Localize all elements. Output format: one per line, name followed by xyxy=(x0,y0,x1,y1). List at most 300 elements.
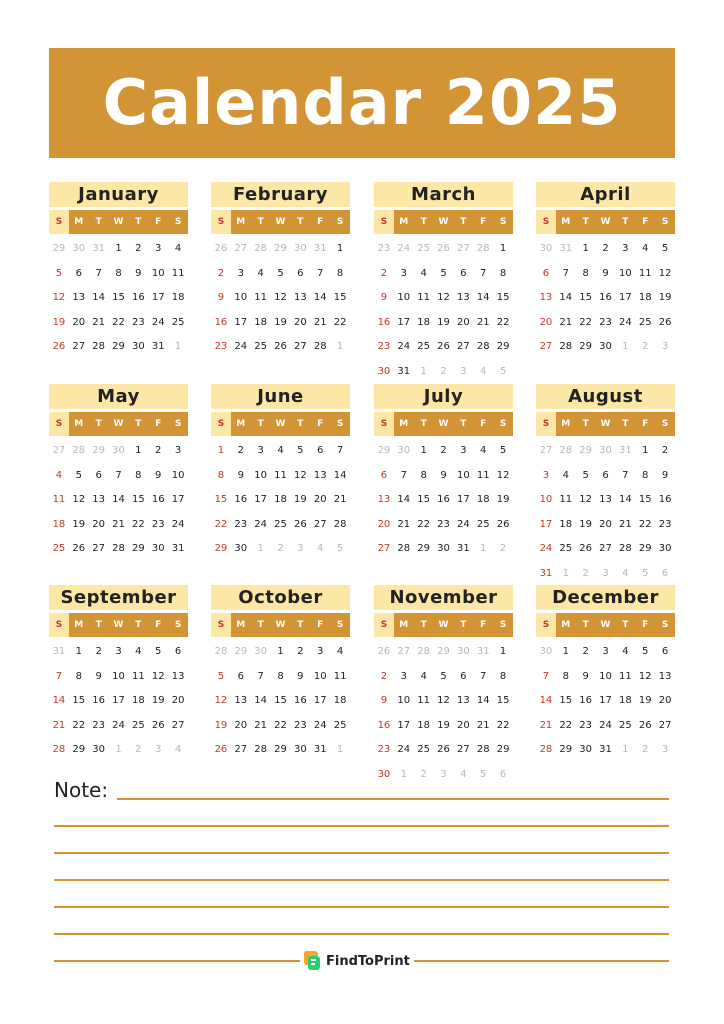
weekday-label: S xyxy=(49,412,69,436)
day-cell: 25 xyxy=(333,719,347,731)
day-grid xyxy=(49,640,188,763)
day-cell: 24 xyxy=(619,316,632,328)
weekday-label: T xyxy=(453,412,473,436)
week-row xyxy=(211,262,350,287)
day-cell: 26 xyxy=(437,341,450,352)
day-cell: 14 xyxy=(92,292,106,303)
day-cell: 6 xyxy=(174,646,182,657)
day-cell: 14 xyxy=(476,695,490,706)
day-cell: 19 xyxy=(496,494,510,505)
day-cell: 24 xyxy=(599,719,612,731)
weekday-label: S xyxy=(655,210,675,234)
week-row xyxy=(211,286,350,311)
week-row xyxy=(374,311,513,336)
day-cell: 11 xyxy=(333,670,347,682)
day-cell: 17 xyxy=(313,695,327,706)
weekday-label: S xyxy=(330,412,350,436)
day-cell: 14 xyxy=(112,494,125,505)
day-cell: 3 xyxy=(155,243,162,254)
day-cell-other-month: 4 xyxy=(480,365,487,377)
weekday-label: W xyxy=(596,412,616,436)
day-cell: 2 xyxy=(380,267,388,279)
week-row xyxy=(49,311,188,336)
day-grid xyxy=(536,640,675,763)
weekday-label: F xyxy=(148,210,168,234)
weekday-label: T xyxy=(453,613,473,637)
day-cell: 15 xyxy=(559,695,573,706)
day-cell: 13 xyxy=(457,292,470,303)
day-cell: 12 xyxy=(437,292,450,303)
day-cell: 8 xyxy=(75,670,82,682)
day-cell-other-month: 2 xyxy=(420,768,427,780)
day-cell: 15 xyxy=(214,494,228,505)
day-cell: 30 xyxy=(151,543,165,554)
day-grid xyxy=(49,237,188,360)
day-cell: 18 xyxy=(132,695,145,706)
day-cell: 10 xyxy=(254,469,268,481)
day-cell: 22 xyxy=(132,518,145,530)
weekday-label: S xyxy=(330,613,350,637)
day-cell: 25 xyxy=(417,341,431,352)
note-line xyxy=(54,852,669,854)
day-cell-other-month: 31 xyxy=(52,646,66,657)
day-cell: 16 xyxy=(658,494,672,505)
day-cell: 25 xyxy=(171,316,185,328)
day-grid xyxy=(211,439,350,562)
day-cell: 25 xyxy=(476,518,490,530)
day-cell: 9 xyxy=(380,695,388,706)
day-cell: 8 xyxy=(420,469,427,481)
day-cell: 10 xyxy=(397,292,411,303)
day-cell: 5 xyxy=(55,267,63,279)
day-cell-other-month: 1 xyxy=(622,341,629,352)
week-row xyxy=(536,262,675,287)
day-cell: 16 xyxy=(294,695,307,706)
day-cell: 16 xyxy=(437,494,450,505)
month-name: May xyxy=(49,384,188,409)
week-row xyxy=(211,689,350,714)
day-cell: 21 xyxy=(476,316,490,328)
day-cell-other-month: 30 xyxy=(457,646,470,657)
weekday-label: W xyxy=(271,210,291,234)
weekday-label: S xyxy=(493,613,513,637)
week-row xyxy=(211,335,350,360)
day-cell-other-month: 30 xyxy=(397,445,411,456)
month-april xyxy=(536,182,675,360)
day-cell-other-month: 23 xyxy=(377,243,391,254)
day-cell-other-month: 1 xyxy=(622,744,629,755)
week-row xyxy=(49,335,188,360)
day-cell: 24 xyxy=(397,341,411,352)
day-cell: 1 xyxy=(420,445,427,456)
day-cell: 6 xyxy=(661,646,669,657)
day-cell: 22 xyxy=(333,316,347,328)
weekday-label: S xyxy=(211,210,231,234)
day-cell: 17 xyxy=(539,518,553,530)
week-row xyxy=(211,464,350,489)
day-cell: 8 xyxy=(115,267,122,279)
month-september xyxy=(49,585,188,763)
day-cell: 22 xyxy=(274,719,287,731)
day-cell-other-month: 29 xyxy=(92,445,106,456)
day-cell: 23 xyxy=(579,719,593,731)
day-cell: 23 xyxy=(214,341,228,352)
day-cell: 8 xyxy=(217,469,225,481)
day-cell-other-month: 25 xyxy=(417,243,431,254)
note-line xyxy=(54,879,669,881)
day-cell: 7 xyxy=(55,670,63,682)
day-cell: 26 xyxy=(638,719,652,731)
weekday-label: W xyxy=(596,613,616,637)
day-cell: 11 xyxy=(52,494,66,505)
day-cell-other-month: 4 xyxy=(174,744,182,755)
day-cell: 12 xyxy=(151,670,165,682)
day-cell: 29 xyxy=(112,341,125,352)
day-cell: 11 xyxy=(171,267,185,279)
day-cell-other-month: 1 xyxy=(420,365,427,377)
day-cell: 28 xyxy=(313,341,327,352)
weekday-header xyxy=(211,210,350,234)
day-cell: 20 xyxy=(457,719,470,731)
brand-name: FindToPrint xyxy=(326,953,410,969)
week-row xyxy=(49,689,188,714)
day-cell: 10 xyxy=(151,267,165,279)
day-cell: 12 xyxy=(437,695,450,706)
day-cell-other-month: 28 xyxy=(254,243,268,254)
day-cell: 14 xyxy=(397,494,411,505)
weekday-label: S xyxy=(168,210,188,234)
day-cell: 16 xyxy=(132,292,145,303)
day-cell: 23 xyxy=(437,518,450,530)
month-name: July xyxy=(374,384,513,409)
weekday-label: M xyxy=(394,613,414,637)
day-cell: 6 xyxy=(317,445,324,456)
day-cell: 4 xyxy=(174,243,182,254)
month-name: August xyxy=(536,384,675,409)
day-cell: 18 xyxy=(52,518,66,530)
day-cell: 20 xyxy=(599,518,612,530)
day-cell: 14 xyxy=(333,469,347,481)
day-cell-other-month: 29 xyxy=(274,243,287,254)
day-cell: 26 xyxy=(214,744,228,755)
day-cell: 18 xyxy=(274,494,287,505)
day-cell: 12 xyxy=(274,292,287,303)
week-row xyxy=(211,488,350,513)
day-cell-other-month: 1 xyxy=(115,744,122,755)
findtoprint-logo-icon xyxy=(304,951,322,971)
day-cell: 3 xyxy=(317,646,324,657)
day-cell: 5 xyxy=(277,267,284,279)
day-cell: 30 xyxy=(437,543,450,554)
day-cell: 11 xyxy=(638,267,652,279)
day-cell-other-month: 2 xyxy=(277,543,284,554)
day-cell: 16 xyxy=(377,719,391,731)
weekday-label: T xyxy=(290,210,310,234)
day-cell: 15 xyxy=(417,494,431,505)
day-cell: 29 xyxy=(214,543,228,554)
day-cell: 31 xyxy=(171,543,185,554)
day-cell: 4 xyxy=(420,670,427,682)
day-cell: 6 xyxy=(237,670,244,682)
day-cell: 25 xyxy=(254,341,268,352)
day-cell: 2 xyxy=(237,445,244,456)
day-cell: 8 xyxy=(499,670,507,682)
day-cell: 20 xyxy=(72,316,86,328)
day-cell-other-month: 31 xyxy=(559,243,573,254)
day-cell: 15 xyxy=(333,292,347,303)
day-cell: 13 xyxy=(294,292,307,303)
day-cell: 18 xyxy=(638,292,652,303)
weekday-label: F xyxy=(148,412,168,436)
day-cell: 28 xyxy=(476,744,490,755)
day-cell: 24 xyxy=(539,543,553,554)
weekday-label: T xyxy=(251,210,271,234)
day-cell: 27 xyxy=(171,719,185,731)
day-cell: 7 xyxy=(115,469,122,481)
day-cell: 8 xyxy=(642,469,649,481)
weekday-header xyxy=(49,210,188,234)
day-cell: 13 xyxy=(599,494,612,505)
day-cell: 12 xyxy=(214,695,228,706)
day-cell: 4 xyxy=(420,267,427,279)
month-name: January xyxy=(49,182,188,207)
week-row xyxy=(49,237,188,262)
day-cell: 7 xyxy=(480,267,487,279)
weekday-label: T xyxy=(290,412,310,436)
week-row xyxy=(211,640,350,665)
weekday-label: M xyxy=(231,412,251,436)
day-cell: 4 xyxy=(277,445,284,456)
day-cell: 9 xyxy=(297,670,304,682)
day-cell: 20 xyxy=(294,316,307,328)
day-cell-other-month: 28 xyxy=(417,646,431,657)
day-cell: 29 xyxy=(496,744,510,755)
weekday-header xyxy=(536,613,675,637)
week-row xyxy=(536,689,675,714)
weekday-label: M xyxy=(394,412,414,436)
note-line xyxy=(54,825,669,827)
weekday-label: T xyxy=(89,412,109,436)
day-cell: 21 xyxy=(559,316,573,328)
day-cell-other-month: 26 xyxy=(437,243,450,254)
month-name: February xyxy=(211,182,350,207)
day-cell: 19 xyxy=(437,316,450,328)
day-cell: 23 xyxy=(658,518,672,530)
weekday-label: S xyxy=(655,412,675,436)
weekday-label: T xyxy=(576,613,596,637)
weekday-label: F xyxy=(148,613,168,637)
day-cell: 24 xyxy=(151,316,165,328)
day-cell: 24 xyxy=(234,341,248,352)
month-name: November xyxy=(374,585,513,610)
week-row xyxy=(374,513,513,538)
week-row xyxy=(211,537,350,562)
day-cell: 21 xyxy=(539,719,553,731)
day-cell: 16 xyxy=(234,494,248,505)
day-cell: 2 xyxy=(380,670,388,682)
day-cell-other-month: 2 xyxy=(135,744,142,755)
day-cell: 25 xyxy=(132,719,145,731)
day-cell: 30 xyxy=(377,768,391,780)
day-grid xyxy=(536,237,675,360)
day-cell-other-month: 27 xyxy=(539,445,553,456)
note-line xyxy=(117,798,669,800)
day-cell: 12 xyxy=(638,670,652,682)
day-cell: 4 xyxy=(622,646,629,657)
weekday-label: T xyxy=(128,412,148,436)
day-cell: 9 xyxy=(380,292,388,303)
day-cell: 4 xyxy=(642,243,649,254)
week-row xyxy=(49,513,188,538)
day-cell: 5 xyxy=(297,445,304,456)
day-cell: 1 xyxy=(336,243,344,254)
day-cell: 15 xyxy=(496,695,510,706)
day-cell: 23 xyxy=(294,719,307,731)
day-cell: 19 xyxy=(72,518,86,530)
day-cell: 28 xyxy=(92,341,106,352)
day-cell: 3 xyxy=(400,670,407,682)
day-cell: 13 xyxy=(72,292,86,303)
week-row xyxy=(536,562,675,587)
day-cell-other-month: 5 xyxy=(642,567,649,579)
day-cell-other-month: 3 xyxy=(661,744,669,755)
day-cell: 8 xyxy=(499,267,507,279)
weekday-label: T xyxy=(128,613,148,637)
day-cell: 16 xyxy=(579,695,593,706)
day-cell-other-month: 1 xyxy=(174,341,182,352)
day-cell-other-month: 4 xyxy=(622,567,629,579)
day-cell: 3 xyxy=(174,445,182,456)
week-row xyxy=(374,689,513,714)
week-row xyxy=(49,286,188,311)
day-cell: 15 xyxy=(579,292,593,303)
day-cell: 8 xyxy=(135,469,142,481)
day-cell: 7 xyxy=(95,267,102,279)
day-cell: 19 xyxy=(52,316,66,328)
weekday-label: M xyxy=(231,613,251,637)
day-cell: 13 xyxy=(539,292,553,303)
day-cell: 6 xyxy=(542,267,550,279)
week-row xyxy=(374,237,513,262)
day-cell: 27 xyxy=(294,341,307,352)
day-cell: 9 xyxy=(135,267,142,279)
weekday-header xyxy=(211,613,350,637)
day-cell: 19 xyxy=(294,494,307,505)
day-cell: 29 xyxy=(638,543,652,554)
day-cell: 5 xyxy=(582,469,589,481)
day-cell: 14 xyxy=(52,695,66,706)
week-row xyxy=(374,665,513,690)
day-cell: 29 xyxy=(559,744,573,755)
day-cell: 13 xyxy=(457,695,470,706)
weekday-label: S xyxy=(211,613,231,637)
day-cell: 30 xyxy=(92,744,106,755)
day-cell-other-month: 28 xyxy=(214,646,228,657)
day-cell: 27 xyxy=(92,543,106,554)
day-cell: 2 xyxy=(135,243,142,254)
week-row xyxy=(211,714,350,739)
weekday-label: T xyxy=(576,412,596,436)
day-cell: 31 xyxy=(151,341,165,352)
day-cell: 7 xyxy=(336,445,344,456)
day-cell: 28 xyxy=(539,744,553,755)
month-name: September xyxy=(49,585,188,610)
day-cell: 26 xyxy=(72,543,86,554)
day-cell: 14 xyxy=(539,695,553,706)
day-cell: 17 xyxy=(112,695,125,706)
weekday-label: W xyxy=(434,412,454,436)
day-cell-other-month: 30 xyxy=(112,445,125,456)
day-cell: 19 xyxy=(658,292,672,303)
note-line xyxy=(54,906,669,908)
day-cell: 27 xyxy=(457,341,470,352)
day-cell: 11 xyxy=(417,695,431,706)
day-cell: 13 xyxy=(92,494,106,505)
day-cell: 10 xyxy=(619,267,632,279)
day-cell: 29 xyxy=(579,341,593,352)
day-cell-other-month: 28 xyxy=(72,445,86,456)
week-row xyxy=(536,513,675,538)
weekday-label: W xyxy=(434,210,454,234)
day-cell: 19 xyxy=(214,719,228,731)
day-cell: 14 xyxy=(254,695,268,706)
day-cell: 2 xyxy=(297,646,304,657)
day-cell: 9 xyxy=(582,670,589,682)
brand-logo xyxy=(300,950,414,972)
month-october xyxy=(211,585,350,763)
weekday-header xyxy=(374,210,513,234)
month-name: March xyxy=(374,182,513,207)
weekday-header xyxy=(536,412,675,436)
weekday-label: S xyxy=(536,412,556,436)
weekday-label: S xyxy=(168,613,188,637)
week-row xyxy=(374,714,513,739)
day-cell: 2 xyxy=(155,445,162,456)
week-row xyxy=(536,665,675,690)
weekday-label: S xyxy=(493,412,513,436)
day-cell: 19 xyxy=(274,316,287,328)
day-cell: 18 xyxy=(417,316,431,328)
weekday-label: T xyxy=(414,210,434,234)
day-cell: 7 xyxy=(480,670,487,682)
day-cell: 6 xyxy=(75,267,82,279)
day-cell: 8 xyxy=(582,267,589,279)
weekday-label: S xyxy=(49,613,69,637)
day-cell: 5 xyxy=(217,670,225,682)
month-name: June xyxy=(211,384,350,409)
day-cell: 18 xyxy=(476,494,490,505)
day-cell-other-month: 1 xyxy=(336,744,344,755)
day-cell: 16 xyxy=(92,695,106,706)
day-cell: 25 xyxy=(619,719,632,731)
day-cell: 10 xyxy=(599,670,612,682)
day-cell-other-month: 29 xyxy=(579,445,593,456)
weekday-label: T xyxy=(251,613,271,637)
week-row xyxy=(536,311,675,336)
day-cell: 27 xyxy=(72,341,86,352)
week-row xyxy=(374,439,513,464)
week-row xyxy=(374,488,513,513)
day-cell: 20 xyxy=(234,719,248,731)
day-cell: 23 xyxy=(377,341,391,352)
day-cell: 4 xyxy=(135,646,142,657)
day-cell: 30 xyxy=(599,341,612,352)
day-cell-other-month: 31 xyxy=(619,445,632,456)
day-cell-other-month: 3 xyxy=(602,567,609,579)
day-cell: 8 xyxy=(562,670,569,682)
day-cell: 7 xyxy=(317,267,324,279)
day-cell: 6 xyxy=(95,469,102,481)
